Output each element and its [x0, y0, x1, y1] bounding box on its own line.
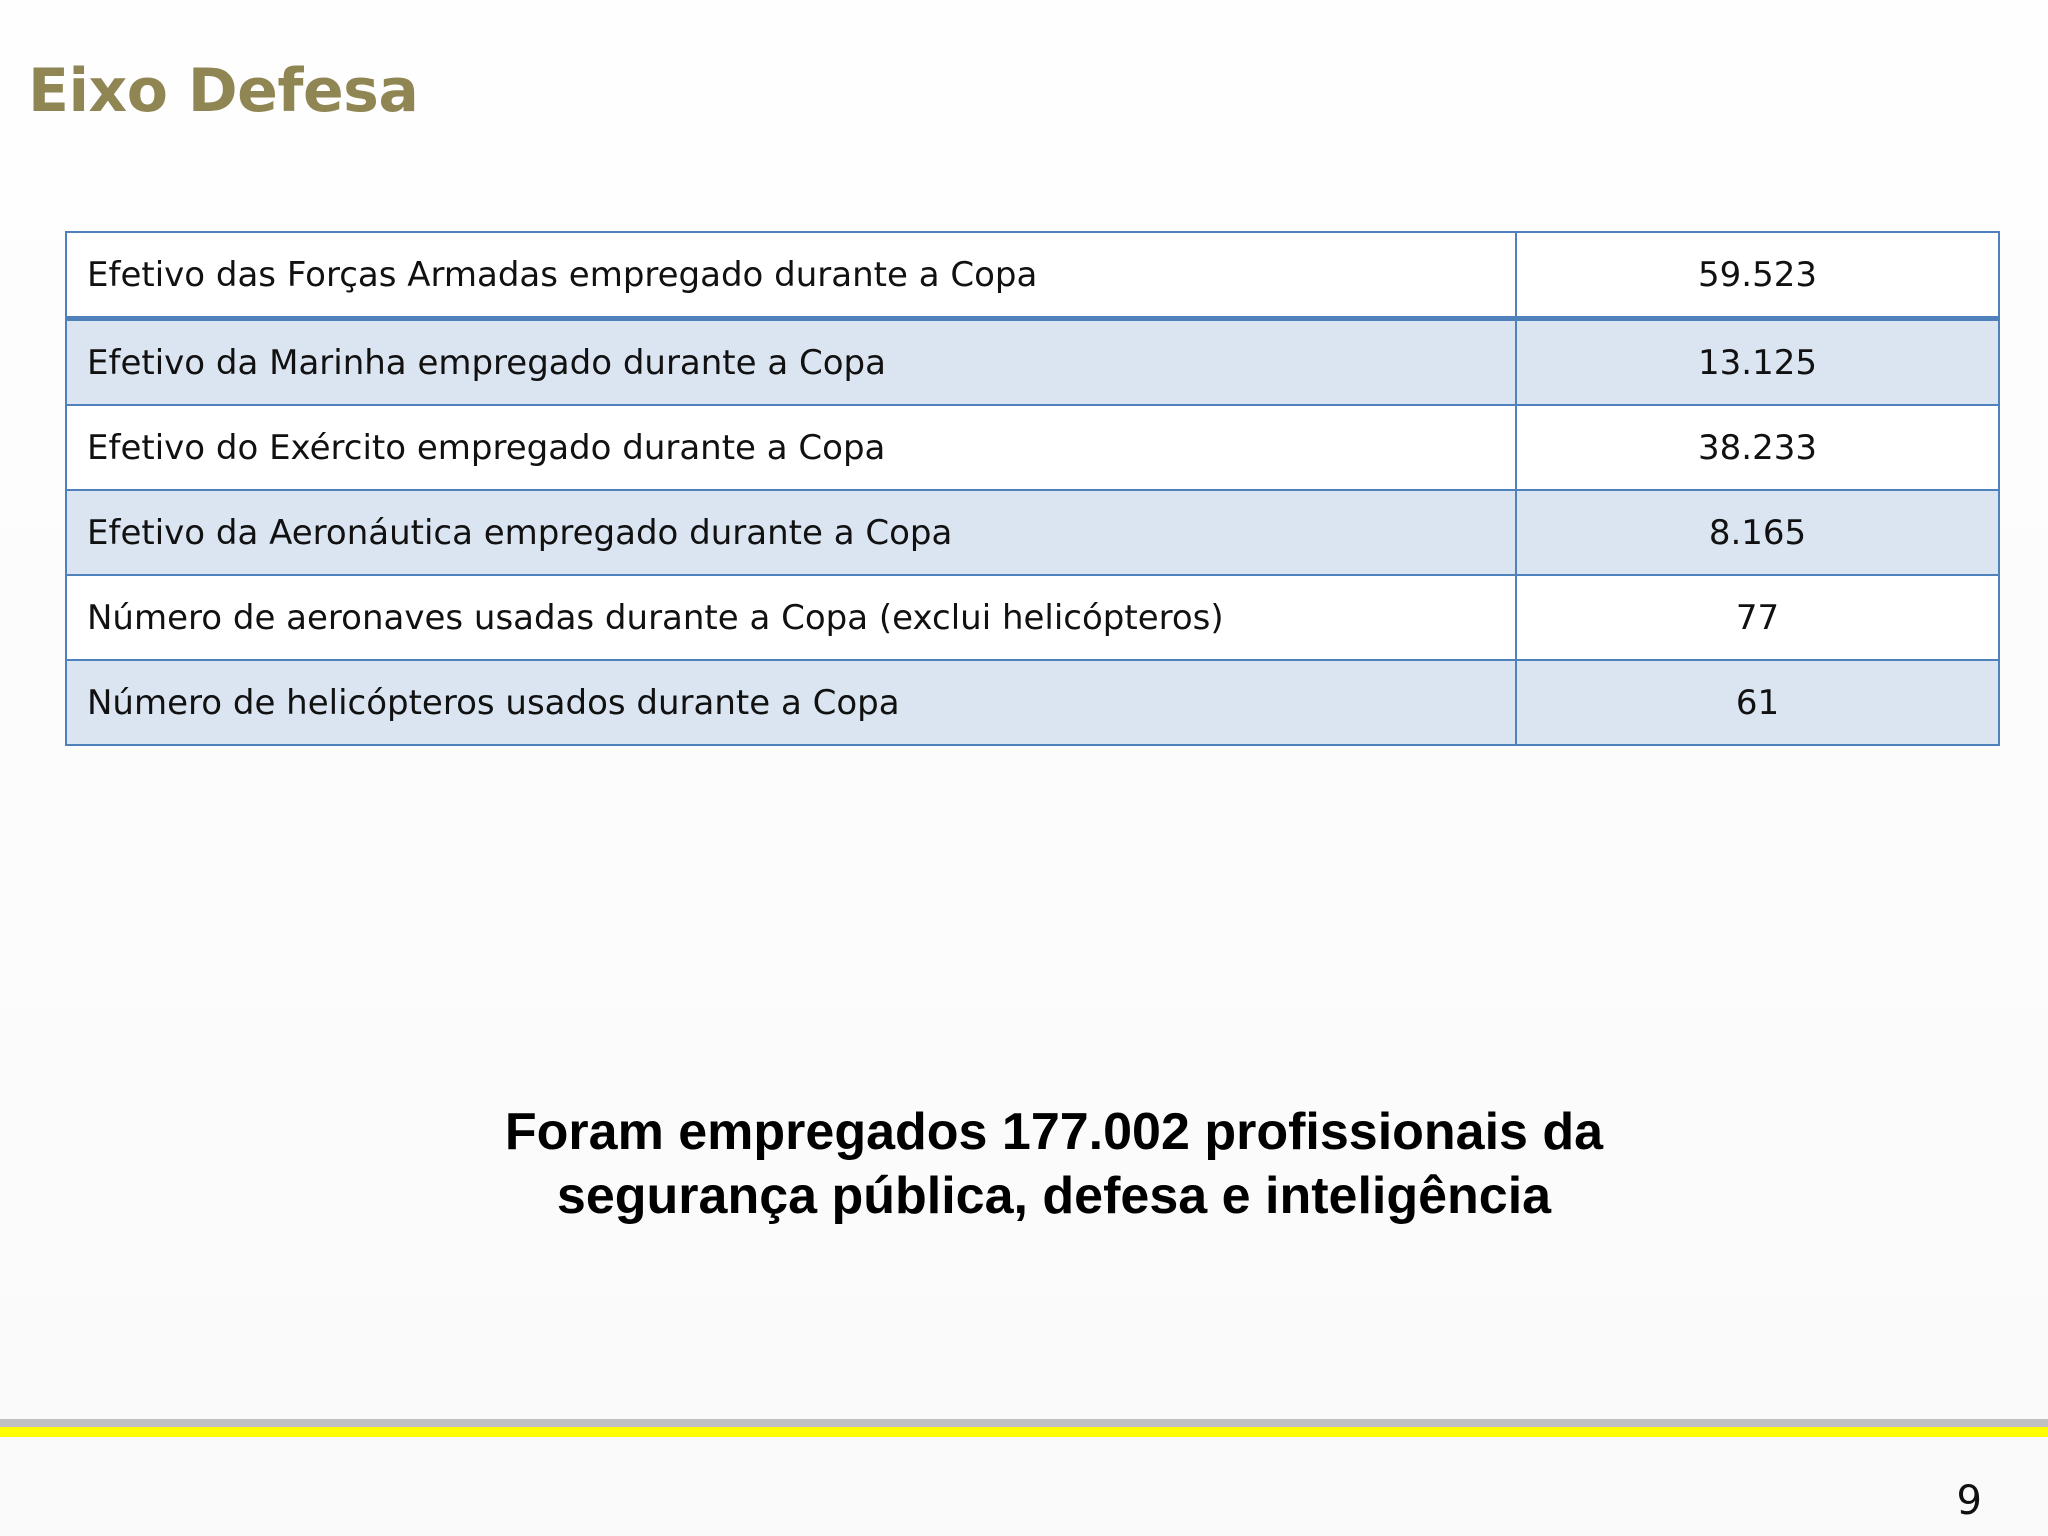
table-row: [66, 575, 1999, 660]
page-number: 9: [1956, 1478, 1982, 1524]
summary-line-1: Foram empregados 177.002 profissionais da: [504, 1103, 1604, 1161]
row-value: 13.125: [1516, 319, 1999, 406]
row-label: Efetivo do Exército empregado durante a Copa: [66, 405, 1516, 490]
row-value: 38.233: [1516, 405, 1999, 490]
table-row: [66, 232, 1999, 319]
row-value: 59.523: [1516, 232, 1999, 319]
row-label: Efetivo das Forças Armadas empregado durante a Copa: [66, 232, 1516, 319]
table-row: [66, 660, 1999, 745]
row-label: Número de aeronaves usadas durante a Copa (exclui helicópteros): [66, 575, 1516, 660]
summary-text: [404, 1100, 1704, 1228]
data-table: [65, 231, 2000, 746]
table-row: [66, 405, 1999, 490]
row-label: Número de helicópteros usados durante a Copa: [66, 660, 1516, 745]
summary-line-2: segurança pública, defesa e inteligência: [556, 1167, 1552, 1225]
row-label: Efetivo da Marinha empregado durante a Copa: [66, 319, 1516, 406]
table-row: [66, 319, 1999, 406]
row-label: Efetivo da Aeronáutica empregado durante a Copa: [66, 490, 1516, 575]
footer-divider-gray: [0, 1419, 2048, 1427]
row-value: 8.165: [1516, 490, 1999, 575]
row-value: 61: [1516, 660, 1999, 745]
table-row: [66, 490, 1999, 575]
slide-title: Eixo Defesa: [28, 56, 419, 126]
row-value: 77: [1516, 575, 1999, 660]
footer-divider-yellow: [0, 1427, 2048, 1437]
